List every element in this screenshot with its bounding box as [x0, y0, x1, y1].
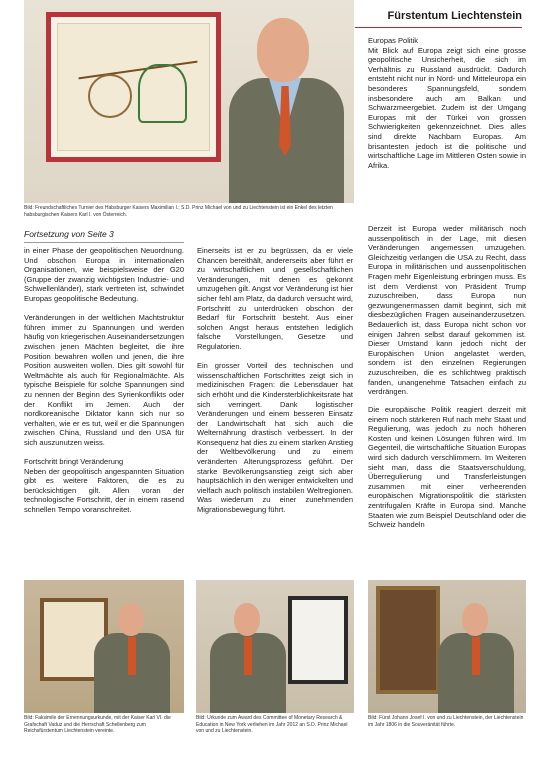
- paragraph: Einerseits ist er zu begrüssen, da er viele Chancen bereithält, andererseits aber führt er zu wirtschaftlichen und gesellschaftlichen Veränderungen, mit denen es gekonnt umzugehen gilt. Angst vor Veränderung ist hier sicher fehl am Platz, da dadurch versucht wird, Fortschritt zu unterdrücken obschon der Bedarf für Fortschritt besteht. Aus einer solchen Angst heraus entstehen lediglich falsche Vorstellungen, Gesetze und Regulatorien.: [197, 246, 353, 351]
- paragraph: Neben der geopolitisch angespannten Situation gibt es weitere Faktoren, die es zu berücksichtigen gilt. Allen voran der technologische Fortschritt, der in einem rasend schnellen Tempo voranschreitet.: [24, 466, 184, 515]
- bottom-caption-1: Bild: Faksimile der Ernennungsurkunde, mit der Kaiser Karl VI. die Grafschaft Vaduz und die Herrschaft Schellenberg zum Reichsfürstentum Liechtenstein vereinte.: [24, 715, 171, 734]
- paragraph: Derzeit ist Europa weder militärisch noch aussenpolitisch in der Lage, mit diesen Veränderungen angemessen umzugehen. Gleichzeitig verlangen die USA zu Recht, dass Europa in militärischen und aussenpolitischen Fragen mehr Eigenleistung erbringen muss. Es ist dem Verdienst von Präsident Trump zuzuschreiben, dass Europa nun gezwungenermassen damit beginnt, sich mit diesbezüglichen Fragen auseinanderzusetzen. Bedauerlich ist, dass Europa nicht schon vor einigen Jahren selbst darauf gekommen ist. Dieser Umstand kann jedoch nicht der Europäischen Union angelastet werden, sondern ist den einzelnen Regierungen zuzuschreiben, die es schlichtweg praktisch fanden, unangenehme Tatsachen einfach zu verdrängen.: [368, 224, 526, 397]
- person: [210, 603, 286, 713]
- bottom-caption-2: Bild: Urkunde zum Award des Committee of Monetary Research & Education in New York verliehen im Jahr 2012 an S.D. Prinz Michael von und zu Liechtenstein.: [196, 715, 348, 734]
- head: [234, 603, 260, 636]
- bottom-caption-3: Bild: Fürst Johann Josef I. von und zu Liechtenstein, der Liechtenstein im Jahr 1806 in die Souveränität führte.: [368, 715, 524, 728]
- section-heading: Europas Politik: [368, 36, 419, 45]
- continued-note: Fortsetzung von Seite 3: [24, 229, 114, 239]
- continued-rule: [24, 242, 184, 243]
- tie: [128, 637, 136, 675]
- paragraph: Mit Blick auf Europa zeigt sich eine grosse geopolitische Unsicherheit, die sich im Verhältnis zu Russland ausdrückt. Dadurch entsteht nicht nur in Nord- und Mitteleuropa ein besonderes Spannungsfeld, sondern insbesondere auch am Balkan und Schwarzmeergebiet. Zudem ist der Umgang Europas mit der Türkei von grossen Schwierigkeiten gekennzeichnet. Dies alles sind direkte Nachbarn Europas. Am brisantesten jedoch ist die politische und wirtschaftliche Lage im Mittleren Osten sowie in Afrika.: [368, 45, 526, 170]
- column-3-middle: [368, 224, 526, 406]
- knight-sketch-left: [88, 74, 132, 118]
- head: [257, 18, 309, 82]
- bottom-photo-3: [368, 580, 526, 713]
- tie: [244, 637, 252, 675]
- head: [118, 603, 144, 636]
- bottom-photo-1: [24, 580, 184, 713]
- person: [438, 603, 514, 713]
- paragraph: in einer Phase der geopolitischen Neuordnung. Und obschon Europa in internationalen Organisationen, wie beispielsweise der G20 (Gruppe der zwanzig wichtigsten Industrie- und Schwellenländer), stark vertreten ist, schwindet Europas geopolitische Bedeutung.: [24, 246, 184, 303]
- column-3-top: [368, 36, 526, 180]
- person: [94, 603, 170, 713]
- column-3-bottom: [368, 405, 526, 539]
- subheading: Fortschritt bringt Veränderung: [24, 457, 124, 467]
- top-photo-caption: Bild: Freundschaftliches Turnier des Habsburger Kaisers Maximilian I.; S.D. Prinz Michael von und zu Liechtenstein ist ein Enkel des letzten habsburgischen Kaisers Karl I. von Österreich.: [24, 205, 333, 218]
- tie: [472, 637, 480, 675]
- column-1: [24, 246, 184, 524]
- portrait-person: [229, 18, 344, 203]
- picture-mat: [57, 23, 210, 151]
- paragraph: Ein grosser Vorteil des technischen und wissenschaftlichen Fortschrittes zeigt sich in medizinischen Fragen: die Lebensdauer hat sich erhöht und die Kindersterblichkeitsrate hat sich verringert. Dank logistischer Veränderungen und einem besseren Einsatz der Landwirtschaft hat sich auch die Welternährung drastisch verbessert. In der Konsequenz hat dies zu einem starken Anstieg der Weltbevölkerung und zu einem veränderten Alterungsprozess geführt. Der starke Bevölkerungsanstieg zeigt sich aber hauptsächlich in den weniger entwickelten und vielfach auch politisch instabilen Weltregionen. Was wiederum zu einer zunehmenden Migrationsbewegung führt.: [197, 361, 353, 515]
- column-2: [197, 246, 353, 524]
- head: [462, 603, 488, 636]
- framed-tournament-picture: [46, 12, 221, 162]
- header-rule: [355, 27, 522, 28]
- top-photo: [24, 0, 354, 203]
- publication-title: Fürstentum Liechtenstein: [387, 10, 522, 22]
- paragraph: Veränderungen in der weltlichen Machtstruktur führen immer zu Spannungen und werden häufig von kriegerischen Auseinandersetzungen zwischen jenen Mächten begleitet, die ihre Position bewahren wollen und jenen, die ihre Position ausweiten wollen. Dies gilt sowohl für Weltmächte als auch für Regionalmächte. Als typische Beispiele für solche Spannungen sind zu nennen der Beginn des Syrienkonflikts oder der Konflikt im Jemen. Auch der nordkoreanische Diktator kann sich nur so verhalten, wie er es tut, weil er die Spannungen zwischen China, Russland und den USA für sich auszunutzen weiss.: [24, 313, 184, 447]
- paragraph: Die europäische Politik reagiert derzeit mit einem noch stärkeren Ruf nach mehr Staat und Regulierung, was jedoch zu noch höheren Kosten und keinen Lösungen führen wird. Im Gegenteil, die wirtschaftliche Situation Europas wird sich dadurch verschlimmern. Im Weiteren sieht man, dass die Staatsverschuldung, Überregulierung und Transferleistungen zusammen mit einer verheerenden europäischen Migrationspolitik die stärksten zentrifugalen Kräfte in Europa sind. Manche Staaten wie zum Beispiel Deutschland oder die Schweiz handeln: [368, 405, 526, 530]
- framed-award: [288, 596, 348, 684]
- framed-portrait: [376, 586, 440, 694]
- bottom-photo-2: [196, 580, 354, 713]
- knight-sketch-right: [138, 64, 187, 123]
